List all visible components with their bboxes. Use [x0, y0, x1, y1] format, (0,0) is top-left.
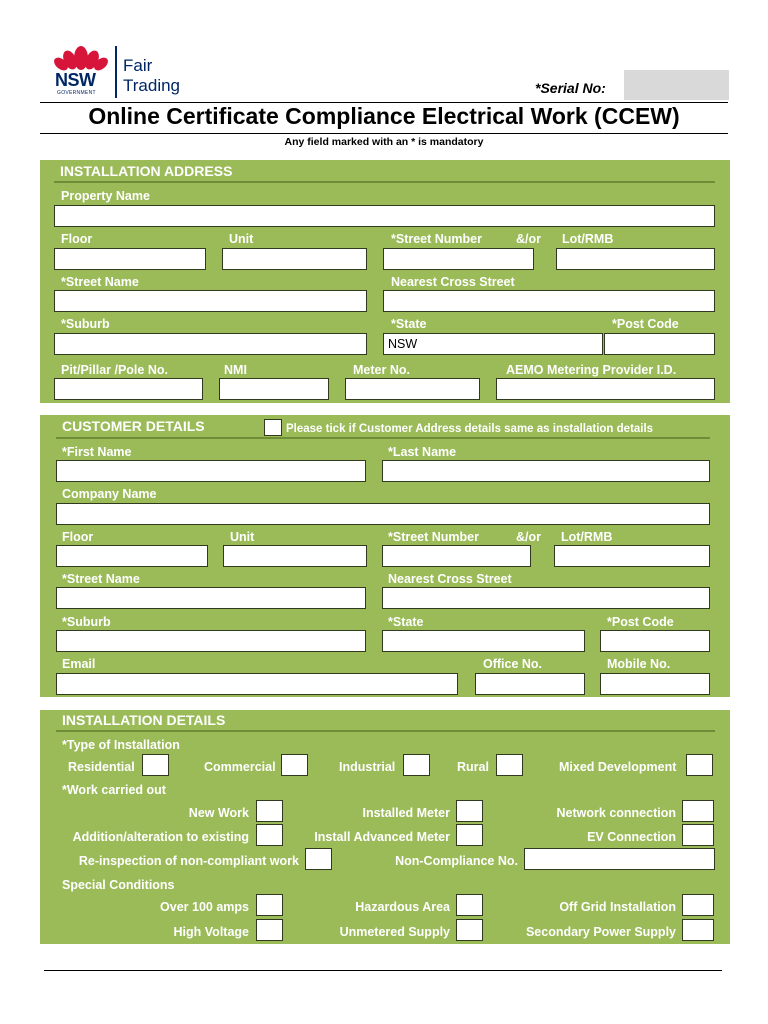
unmetered-supply-checkbox[interactable] — [456, 919, 483, 941]
non-compliance-label: Non-Compliance No. — [395, 854, 518, 868]
mobile-no-input[interactable] — [600, 673, 710, 695]
type-of-installation-label: *Type of Installation — [62, 738, 180, 752]
installation-details-panel — [40, 710, 730, 944]
addition-alteration-label: Addition/alteration to existing — [72, 830, 249, 844]
same-address-label: Please tick if Customer Address details same as installation details — [286, 423, 654, 435]
property-name-input[interactable] — [54, 205, 715, 227]
work-carried-out-label: *Work carried out — [62, 783, 166, 797]
meter-no-input[interactable] — [345, 378, 480, 400]
network-connection-label: Network connection — [556, 806, 676, 820]
commercial-checkbox[interactable] — [281, 754, 308, 776]
street-number-input[interactable] — [382, 545, 531, 567]
install-advanced-meter-checkbox[interactable] — [456, 824, 483, 846]
footer-rule — [44, 970, 722, 971]
brand-line2: Trading — [123, 76, 181, 95]
meter-no-label: Meter No. — [353, 363, 410, 377]
ev-connection-label: EV Connection — [587, 830, 676, 844]
company-name-label: Company Name — [62, 487, 157, 501]
office-no-label: Office No. — [483, 657, 543, 671]
rural-checkbox[interactable] — [496, 754, 523, 776]
reinspection-checkbox[interactable] — [305, 848, 332, 870]
unit-input[interactable] — [222, 248, 367, 270]
logo-divider — [115, 46, 117, 98]
suburb-label: *Suburb — [61, 317, 110, 331]
waratah-icon — [52, 40, 110, 74]
off-grid-checkbox[interactable] — [682, 894, 714, 916]
street-name-input[interactable] — [54, 290, 367, 312]
street-number-input[interactable] — [383, 248, 534, 270]
addition-alteration-checkbox[interactable] — [256, 824, 283, 846]
nsw-logo-subtext: GOVERNMENT — [57, 90, 96, 96]
same-address-checkbox[interactable] — [264, 419, 282, 436]
commercial-label: Commercial — [204, 760, 276, 774]
serial-input[interactable] — [624, 70, 729, 100]
first-name-input[interactable] — [56, 460, 366, 482]
industrial-checkbox[interactable] — [403, 754, 430, 776]
floor-input[interactable] — [56, 545, 208, 567]
street-name-label: *Street Name — [61, 275, 139, 289]
serial-label: *Serial No: — [535, 80, 606, 96]
cross-street-input[interactable] — [383, 290, 715, 312]
hazardous-area-checkbox[interactable] — [456, 894, 483, 916]
page-title: Online Certificate Compliance Electrical Work (CCEW) — [88, 103, 680, 129]
residential-label: Residential — [68, 760, 135, 774]
state-label: *State — [391, 317, 427, 331]
state-label: *State — [388, 615, 424, 629]
over-100-amps-checkbox[interactable] — [256, 894, 283, 916]
last-name-label: *Last Name — [388, 445, 457, 459]
property-name-label: Property Name — [61, 189, 150, 203]
nsw-logo-text: NSW — [55, 70, 96, 90]
lot-rmb-label: Lot/RMB — [561, 530, 613, 544]
secondary-power-label: Secondary Power Supply — [525, 925, 676, 939]
email-input[interactable] — [56, 673, 458, 695]
mixed-development-label: Mixed Development — [559, 760, 677, 774]
off-grid-label: Off Grid Installation — [559, 900, 676, 914]
brand-line1: Fair — [123, 56, 153, 75]
unit-label: Unit — [230, 530, 255, 544]
section-rule — [54, 181, 715, 183]
unit-label: Unit — [229, 232, 254, 246]
lot-rmb-label: Lot/RMB — [562, 232, 614, 246]
floor-label: Floor — [61, 232, 93, 246]
residential-checkbox[interactable] — [142, 754, 169, 776]
industrial-label: Industrial — [339, 760, 396, 774]
office-no-input[interactable] — [475, 673, 585, 695]
special-conditions-label: Special Conditions — [62, 878, 175, 892]
nsw-logo — [52, 40, 112, 100]
secondary-power-checkbox[interactable] — [682, 919, 714, 941]
lot-rmb-input[interactable] — [556, 248, 715, 270]
cross-street-label: Nearest Cross Street — [388, 572, 512, 586]
nmi-input[interactable] — [219, 378, 329, 400]
reinspection-label: Re-inspection of non-compliant work — [78, 854, 299, 868]
floor-input[interactable] — [54, 248, 206, 270]
installed-meter-checkbox[interactable] — [456, 800, 483, 822]
post-code-label: *Post Code — [607, 615, 674, 629]
rural-label: Rural — [457, 760, 489, 774]
email-label: Email — [62, 657, 96, 671]
post-code-input[interactable] — [604, 333, 715, 355]
unit-input[interactable] — [223, 545, 367, 567]
mixed-development-checkbox[interactable] — [686, 754, 713, 776]
aemo-input[interactable] — [496, 378, 715, 400]
first-name-label: *First Name — [62, 445, 132, 459]
unmetered-supply-label: Unmetered Supply — [339, 925, 450, 939]
post-code-label: *Post Code — [612, 317, 679, 331]
hazardous-area-label: Hazardous Area — [355, 900, 450, 914]
cross-street-input[interactable] — [382, 587, 710, 609]
over-100-amps-label: Over 100 amps — [160, 900, 249, 914]
installation-details-title: INSTALLATION DETAILS — [62, 712, 226, 728]
new-work-label: New Work — [188, 806, 249, 820]
installation-address-title: INSTALLATION ADDRESS — [60, 163, 233, 179]
mobile-no-label: Mobile No. — [607, 657, 671, 671]
last-name-input[interactable] — [382, 460, 710, 482]
floor-label: Floor — [62, 530, 94, 544]
lot-rmb-input[interactable] — [554, 545, 710, 567]
andor-label: &/or — [516, 232, 541, 246]
new-work-checkbox[interactable] — [256, 800, 283, 822]
section-rule — [56, 730, 715, 732]
installation-address-panel — [40, 160, 730, 403]
non-compliance-input[interactable] — [524, 848, 715, 870]
street-number-label: *Street Number — [388, 530, 479, 544]
state-input[interactable] — [383, 333, 603, 355]
page-subtitle: Any field marked with an * is mandatory — [284, 136, 484, 148]
network-connection-checkbox[interactable] — [682, 800, 714, 822]
suburb-input[interactable] — [56, 630, 366, 652]
pit-pillar-input[interactable] — [54, 378, 203, 400]
state-input[interactable] — [382, 630, 585, 652]
high-voltage-checkbox[interactable] — [256, 919, 283, 941]
street-name-input[interactable] — [56, 587, 366, 609]
suburb-input[interactable] — [54, 333, 367, 355]
section-rule — [56, 437, 710, 439]
installed-meter-label: Installed Meter — [362, 806, 450, 820]
pit-pillar-label: Pit/Pillar /Pole No. — [61, 363, 168, 377]
ev-connection-checkbox[interactable] — [682, 824, 714, 846]
install-advanced-meter-label: Install Advanced Meter — [314, 830, 450, 844]
post-code-input[interactable] — [600, 630, 710, 652]
cross-street-label: Nearest Cross Street — [391, 275, 515, 289]
customer-details-title: CUSTOMER DETAILS — [62, 418, 205, 434]
andor-label: &/or — [516, 530, 541, 544]
suburb-label: *Suburb — [62, 615, 111, 629]
customer-details-panel — [40, 415, 730, 697]
company-name-input[interactable] — [56, 503, 710, 525]
aemo-label: AEMO Metering Provider I.D. — [506, 363, 677, 377]
high-voltage-label: High Voltage — [173, 925, 249, 939]
state-value: NSW — [388, 337, 418, 351]
nmi-label: NMI — [224, 363, 247, 377]
street-number-label: *Street Number — [391, 232, 482, 246]
street-name-label: *Street Name — [62, 572, 140, 586]
header-rule-bottom — [40, 133, 728, 134]
